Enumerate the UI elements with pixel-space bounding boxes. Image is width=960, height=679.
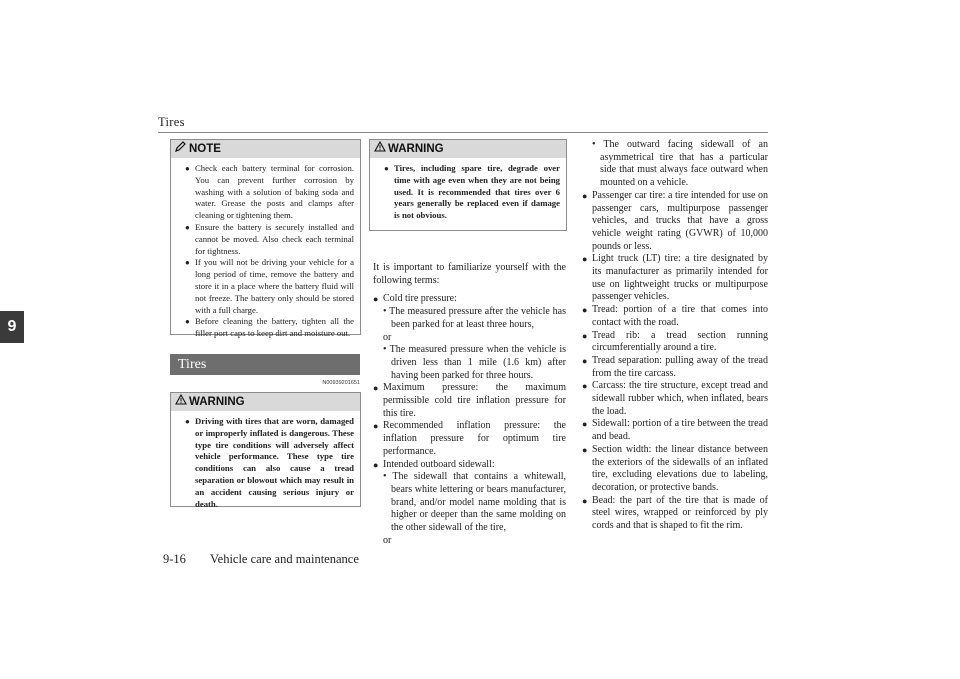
- term-subitem: • The measured pressure after the vehicle has been parked for at least three hours,: [383, 306, 566, 330]
- warning-heading: WARNING: [189, 396, 245, 408]
- warning-triangle-icon: [175, 393, 187, 411]
- term-section-width: ● Section width: the linear distance between the exteriors of the sidewalls of an inflated tire, excluding elevations due to labeling, decoration, or protective bands.: [592, 444, 768, 495]
- term-passenger-car-tire: ● Passenger car tire: a tire intended for use on passenger cars, multipurpose passenger vehicles, and trucks that have a gross vehicle weight rating (GVWR) of 10,000 pounds or less.: [592, 190, 768, 254]
- terms-column-middle: [373, 262, 566, 547]
- warning-triangle-icon: [374, 140, 386, 158]
- warning-header: [370, 140, 566, 158]
- term-title: Intended outboard sidewall:: [383, 458, 495, 470]
- note-list: [171, 163, 360, 340]
- terms-list: [373, 293, 566, 547]
- note-box: [170, 139, 361, 339]
- note-item: ● If you will not be driving your vehicle for a long period of time, remove the battery and store it in a place where the battery fluid will not freeze. The battery only should be stored with a full charge.: [195, 257, 354, 316]
- term-subitem: • The measured pressure when the vehicle is driven less than 1 mile (1.6 km) after having been parked for three hours.: [383, 344, 566, 381]
- term-tread: ● Tread: portion of a tire that comes into contact with the road.: [592, 304, 768, 329]
- footer-section-title: Vehicle care and maintenance: [210, 552, 359, 566]
- warning-list: [171, 416, 360, 510]
- term-subitem: • The outward facing sidewall of an asymmetrical tire that has a particular side that must always face outward when mounted on a vehicle.: [592, 139, 768, 189]
- term-cold-tire-pressure: [383, 293, 566, 382]
- warning-item: ● Driving with tires that are worn, damaged or improperly inflated is dangerous. These type tire conditions will adversely affect vehicle performance. These type tire conditions can also cause a tread separation or blowout which may result in an accident causing serious injury or death.: [195, 416, 354, 510]
- term-recommended-pressure: ● Recommended inflation pressure: the inflation pressure for optimum tire performance.: [383, 420, 566, 458]
- note-item: ● Ensure the battery is securely installed and cannot be moved. Also check each terminal for tightness.: [195, 222, 354, 257]
- term-sidewall: ● Sidewall: portion of a tire between the tread and bead.: [592, 418, 768, 443]
- term-carcass: ● Carcass: the tire structure, except tread and sidewall rubber which, when inflated, bears the load.: [592, 380, 768, 418]
- warning-box-driving: [170, 392, 361, 507]
- warning-list: [370, 163, 566, 222]
- note-item: ● Check each battery terminal for corrosion. You can prevent further corrosion by washing with a solution of baking soda and water. Grease the posts and clamps after cleaning or tightening them.: [195, 163, 354, 222]
- warning-heading: WARNING: [388, 143, 444, 155]
- note-heading: NOTE: [189, 143, 221, 155]
- note-item: ● Before cleaning the battery, tighten all the filler port caps to keep dirt and moisture out.: [195, 316, 354, 340]
- term-subitem: • The sidewall that contains a whitewall, bears white lettering or bears manufacturer, brand, and/or model name molding that is higher or deeper than the same molding on the other sidewall of the tire,: [383, 471, 566, 534]
- page-footer: [163, 552, 359, 567]
- header-divider: [158, 132, 768, 133]
- term-tread-separation: ● Tread separation: pulling away of the tread from the tire carcass.: [592, 355, 768, 380]
- term-title: Cold tire pressure:: [383, 293, 457, 305]
- chapter-tab: 9: [0, 311, 24, 343]
- page-header-title: Tires: [158, 115, 185, 129]
- section-title-bar: Tires: [170, 354, 360, 375]
- page-number: 9-16: [163, 552, 186, 566]
- warning-box-tire-age: [369, 139, 567, 231]
- warning-header: [171, 393, 360, 411]
- term-light-truck-tire: ● Light truck (LT) tire: a tire designated by its manufacturer as primarily intended for use on lightweight trucks or multipurpose passenger vehicles.: [592, 253, 768, 304]
- term-outboard-sidewall: [383, 459, 566, 548]
- term-or: or: [383, 331, 392, 343]
- note-pencil-icon: [175, 140, 187, 158]
- intro-paragraph: It is important to familiarize yourself with the following terms:: [373, 262, 566, 286]
- term-maximum-pressure: ● Maximum pressure: the maximum permissible cold tire inflation pressure for this tire.: [383, 382, 566, 420]
- term-tread-rib: ● Tread rib: a tread section running circumferentially around a tire.: [592, 330, 768, 355]
- terms-column-right: [582, 139, 768, 533]
- note-header: [171, 140, 360, 158]
- term-or: or: [383, 534, 392, 546]
- terms-list: [582, 190, 768, 533]
- section-code: N00939201651: [322, 380, 360, 386]
- warning-item: ● Tires, including spare tire, degrade over time with age even when they are not being used. It is recommended that tires over 6 years generally be replaced even if damage is not obvious.: [394, 163, 560, 222]
- term-bead: ● Bead: the part of the tire that is made of steel wires, wrapped or reinforced by ply cords and that is shaped to fit the rim.: [592, 495, 768, 533]
